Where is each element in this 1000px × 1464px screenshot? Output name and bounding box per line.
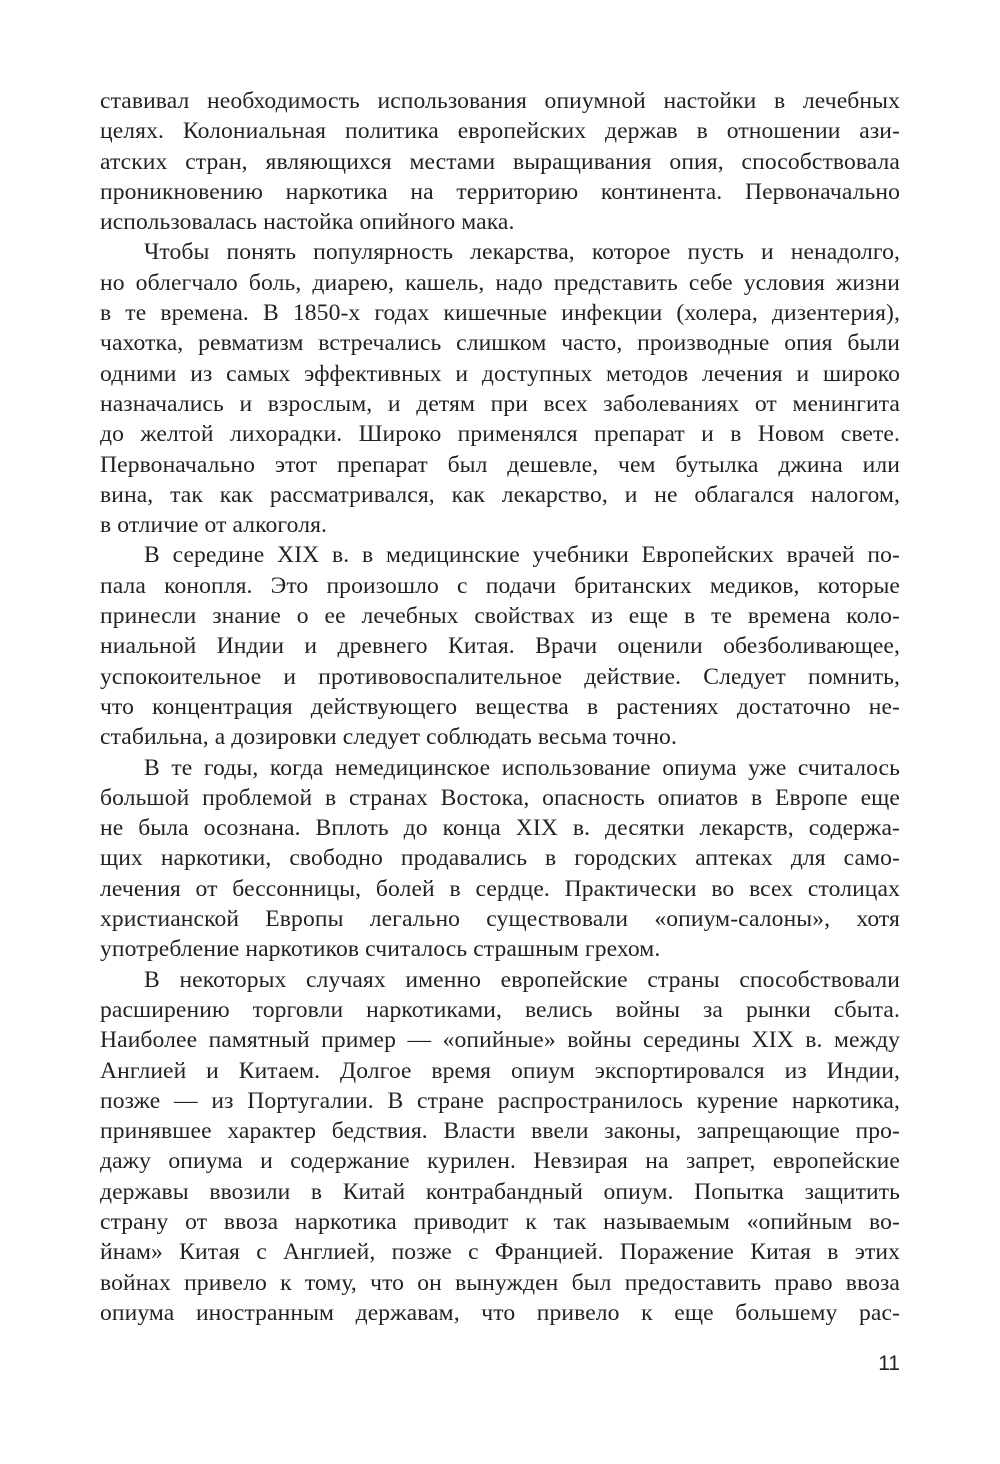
text-line: принесли знание о ее лечебных свойствах из еще в те времена коло- bbox=[100, 603, 900, 630]
text-line: назначались и взрослым, и детям при всех заболеваниях от менингита bbox=[100, 390, 900, 417]
paragraph-2 bbox=[100, 237, 900, 540]
text-line: лечения от бессонницы, болей в сердце. Практически во всех столицах bbox=[100, 875, 900, 902]
text-line: В некоторых случаях именно европейские страны способствовали bbox=[144, 966, 900, 993]
text-line: дажу опиума и содержание курилен. Невзирая на запрет, европейские bbox=[100, 1148, 900, 1175]
paragraph-4 bbox=[100, 753, 900, 965]
text-line: щих наркотики, свободно продавались в городских аптеках для само- bbox=[100, 845, 900, 872]
text-line: до желтой лихорадки. Широко применялся препарат и в Новом свете. bbox=[100, 421, 900, 448]
paragraph-3 bbox=[100, 540, 900, 752]
text-line: атских стран, являющихся местами выращивания опия, способствовала bbox=[100, 148, 900, 175]
text-line: использовалась настойка опийного мака. bbox=[100, 209, 515, 236]
text-line: успокоительное и противовоспалительное действие. Следует помнить, bbox=[100, 663, 900, 690]
page-number: 11 bbox=[878, 1352, 900, 1375]
text-line: большой проблемой в странах Востока, опасность опиатов в Европе еще bbox=[100, 784, 900, 811]
text-line: страну от ввоза наркотика приводит к так называемым «опийным во- bbox=[100, 1208, 900, 1235]
text-line: что концентрация действующего вещества в растениях достаточно не- bbox=[100, 693, 900, 720]
text-line: чахотка, ревматизм встречались слишком часто, производные опия были bbox=[100, 330, 900, 357]
text-line: Чтобы понять популярность лекарства, которое пусть и ненадолго, bbox=[144, 239, 900, 266]
text-line: Первоначально этот препарат был дешевле, чем бутылка джина или bbox=[100, 451, 900, 478]
paragraph-5 bbox=[100, 965, 900, 1329]
text-line: не была осознана. Вплоть до конца XIX в. десятки лекарств, содержа- bbox=[100, 815, 900, 842]
text-line: проникновению наркотика на территорию континента. Первоначально bbox=[100, 178, 900, 205]
text-line: йнам» Китая с Англией, позже с Францией. Поражение Китая в этих bbox=[100, 1239, 900, 1266]
text-line: Наиболее памятный пример — «опийные» войны середины XIX в. между bbox=[100, 1027, 900, 1054]
text-line: ставивал необходимость использования опиумной настойки в лечебных bbox=[100, 88, 900, 114]
text-line: употребление наркотиков считалось страшным грехом. bbox=[100, 936, 661, 963]
text-line: войнах привело к тому, что он вынужден был предоставить право ввоза bbox=[100, 1269, 900, 1296]
text-line: расширению торговли наркотиками, велись войны за рынки сбыта. bbox=[100, 996, 900, 1023]
text-line: в отличие от алкоголя. bbox=[100, 512, 328, 539]
text-line: стабильна, а дозировки следует соблюдать весьма точно. bbox=[100, 724, 677, 751]
text-line: пала конопля. Это произошло с подачи британских медиков, которые bbox=[100, 572, 900, 599]
text-line: в те времена. В 1850-х годах кишечные инфекции (холера, дизентерия), bbox=[100, 300, 900, 327]
text-line: христианской Европы легально существовали «опиум-салоны», хотя bbox=[100, 906, 900, 933]
paragraph-1 bbox=[100, 86, 900, 237]
text-line: ниальной Индии и древнего Китая. Врачи оценили обезболивающее, bbox=[100, 633, 900, 660]
text-line: опиума иностранным державам, что привело к еще большему рас- bbox=[100, 1299, 900, 1326]
text-line: державы ввозили в Китай контрабандный опиум. Попытка защитить bbox=[100, 1178, 900, 1205]
text-line: В середине XIX в. в медицинские учебники Европейских врачей по- bbox=[144, 542, 900, 569]
body-text bbox=[100, 86, 900, 1328]
text-line: В те годы, когда немедицинское использование опиума уже считалось bbox=[144, 754, 900, 781]
text-line: одними из самых эффективных и доступных методов лечения и широко bbox=[100, 360, 900, 387]
text-line: Англией и Китаем. Долгое время опиум экспортировался из Индии, bbox=[100, 1057, 900, 1084]
text-line: принявшее характер бедствия. Власти ввели законы, запрещающие про- bbox=[100, 1118, 900, 1145]
text-line: позже — из Португалии. В стране распространилось курение наркотика, bbox=[100, 1087, 900, 1114]
text-line: но облегчало боль, диарею, кашель, надо представить себе условия жизни bbox=[100, 269, 900, 296]
text-line: целях. Колониальная политика европейских держав в отношении ази- bbox=[100, 118, 900, 145]
text-line: вина, так как рассматривался, как лекарство, и не облагался налогом, bbox=[100, 481, 900, 508]
